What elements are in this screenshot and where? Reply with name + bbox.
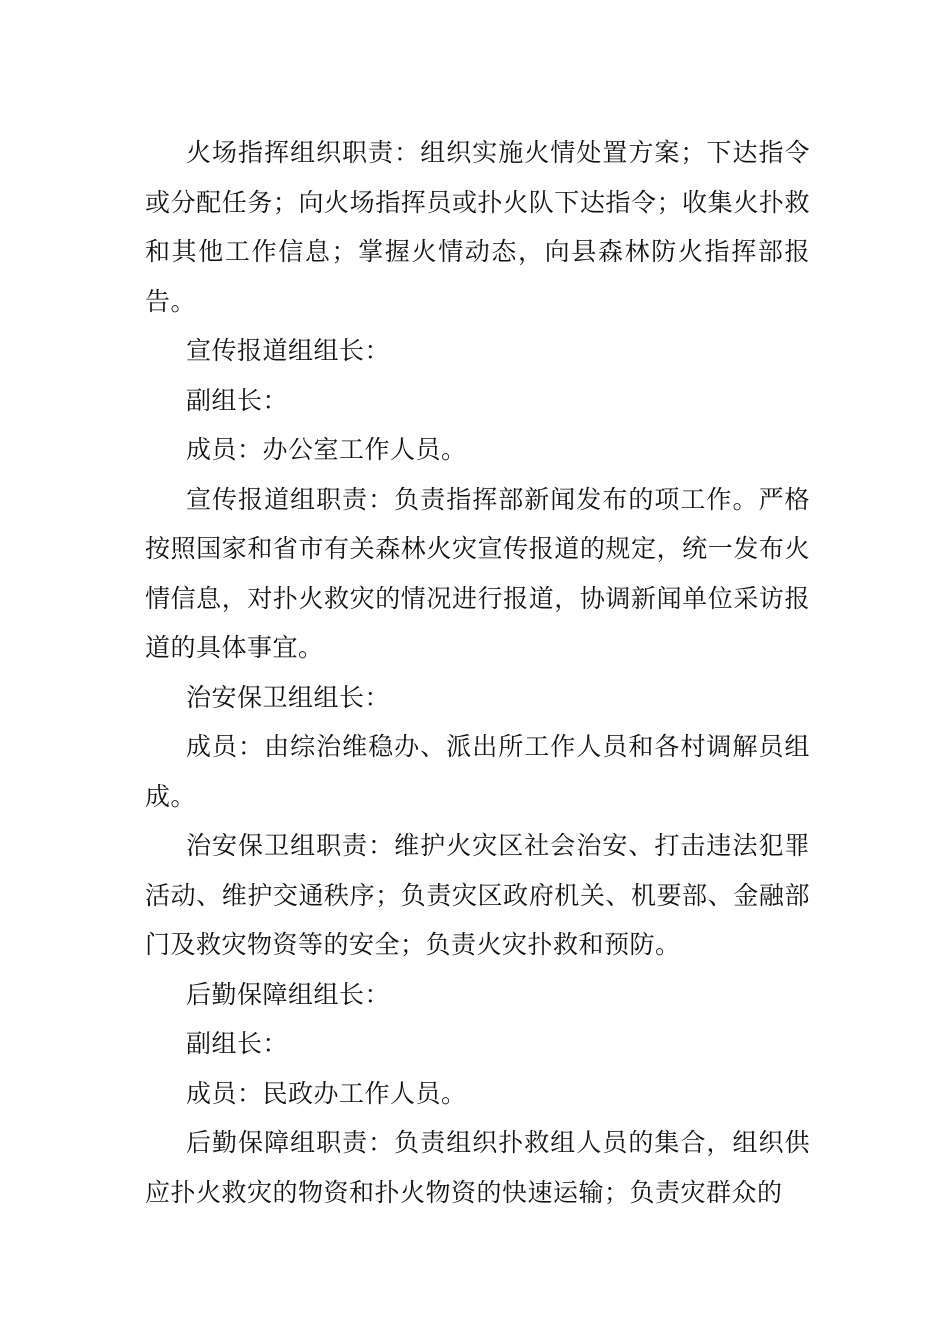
paragraph-security-duties: 治安保卫组职责：维护火灾区社会治安、打击违法犯罪活动、维护交通秩序；负责灾区政府机关、机要部、金融部门及救灾物资等的安全；负责火灾扑救和预防。: [145, 831, 810, 959]
paragraph-publicity-leader: 宣传报道组组长：: [186, 336, 391, 365]
paragraph-publicity-deputy: 副组长：: [186, 385, 289, 415]
paragraph-logistics-leader: 后勤保障组组长：: [186, 979, 391, 1009]
paragraph-security-members: 成员：由综治维稳办、派出所工作人员和各村调解员组成。: [145, 732, 810, 811]
paragraph-fire-command-duties: 火场指挥组织职责：组织实施火情处置方案；下达指令或分配任务；向火场指挥员或扑火队下达指令；收集火扑救和其他工作信息；掌握火情动态，向县森林防火指挥部报告。: [145, 138, 810, 316]
paragraph-publicity-members: 成员：办公室工作人员。: [186, 435, 467, 464]
paragraph-publicity-duties: 宣传报道组职责：负责指挥部新闻发布的项工作。严格按照国家和省市有关森林火灾宣传报道的规定，统一发布火情信息，对扑火救灾的情况进行报道，协调新闻单位采访报道的具体事宜。: [145, 484, 810, 662]
paragraph-logistics-duties: 后勤保障组职责：负责组织扑救组人员的集合，组织供应扑火救灾的物资和扑火物资的快速运输；负责灾群众的: [145, 1128, 810, 1207]
paragraph-logistics-deputy: 副组长：: [186, 1029, 289, 1058]
paragraph-security-leader: 治安保卫组组长：: [186, 682, 391, 712]
paragraph-logistics-members: 成员：民政办工作人员。: [186, 1078, 467, 1108]
document-body: [145, 128, 810, 1217]
